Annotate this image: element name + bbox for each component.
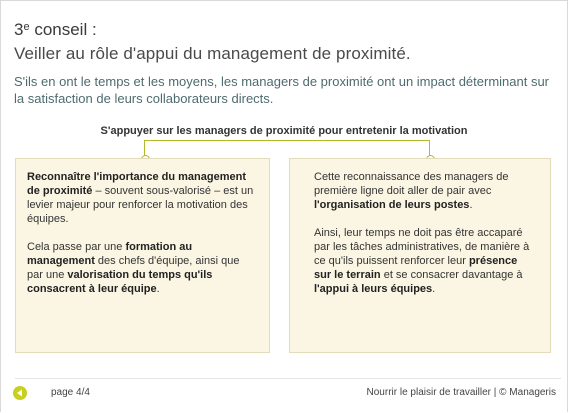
footer-divider <box>15 378 561 379</box>
previous-page-button[interactable] <box>13 386 27 400</box>
left-paragraph-1: Reconnaître l'importance du management de proximité – souvent sous-valorisé – est un levier majeur pour renforcer la motivation des équipes. <box>27 171 254 225</box>
left-paragraph-2: Cela passe par une formation au management des chefs d'équipe, ainsi que par une valorisation du temps qu'ils consacrent à leur équipe. <box>27 241 240 295</box>
left-info-box <box>15 158 270 353</box>
page-indicator: page 4/4 <box>51 387 90 398</box>
tip-title: 3e conseil : <box>14 20 97 39</box>
page-subtitle: Veiller au rôle d'appui du management de proximité. <box>14 44 411 63</box>
right-paragraph-2: Ainsi, leur temps ne doit pas être accaparé par les tâches administratives, de manière à ce qu'ils puissent renforcer leur présence sur le terrain et se consacrer davantage à l'appui à leurs équipes. <box>314 227 530 295</box>
arrow-left-icon <box>13 386 27 400</box>
right-info-box <box>289 158 551 353</box>
section-heading: S'appuyer sur les managers de proximité pour entretenir la motivation <box>100 125 468 137</box>
connector-line <box>144 140 430 158</box>
right-paragraph-1: Cette reconnaissance des managers de première ligne doit aller de pair avec l'organisation de leurs postes. <box>314 171 509 211</box>
footer-brand: Nourrir le plaisir de travailler | © Manageris <box>366 387 556 398</box>
intro-text: S'ils en ont le temps et les moyens, les managers de proximité ont un impact déterminant sur la satisfaction de leurs collaborateurs directs. <box>14 74 550 106</box>
